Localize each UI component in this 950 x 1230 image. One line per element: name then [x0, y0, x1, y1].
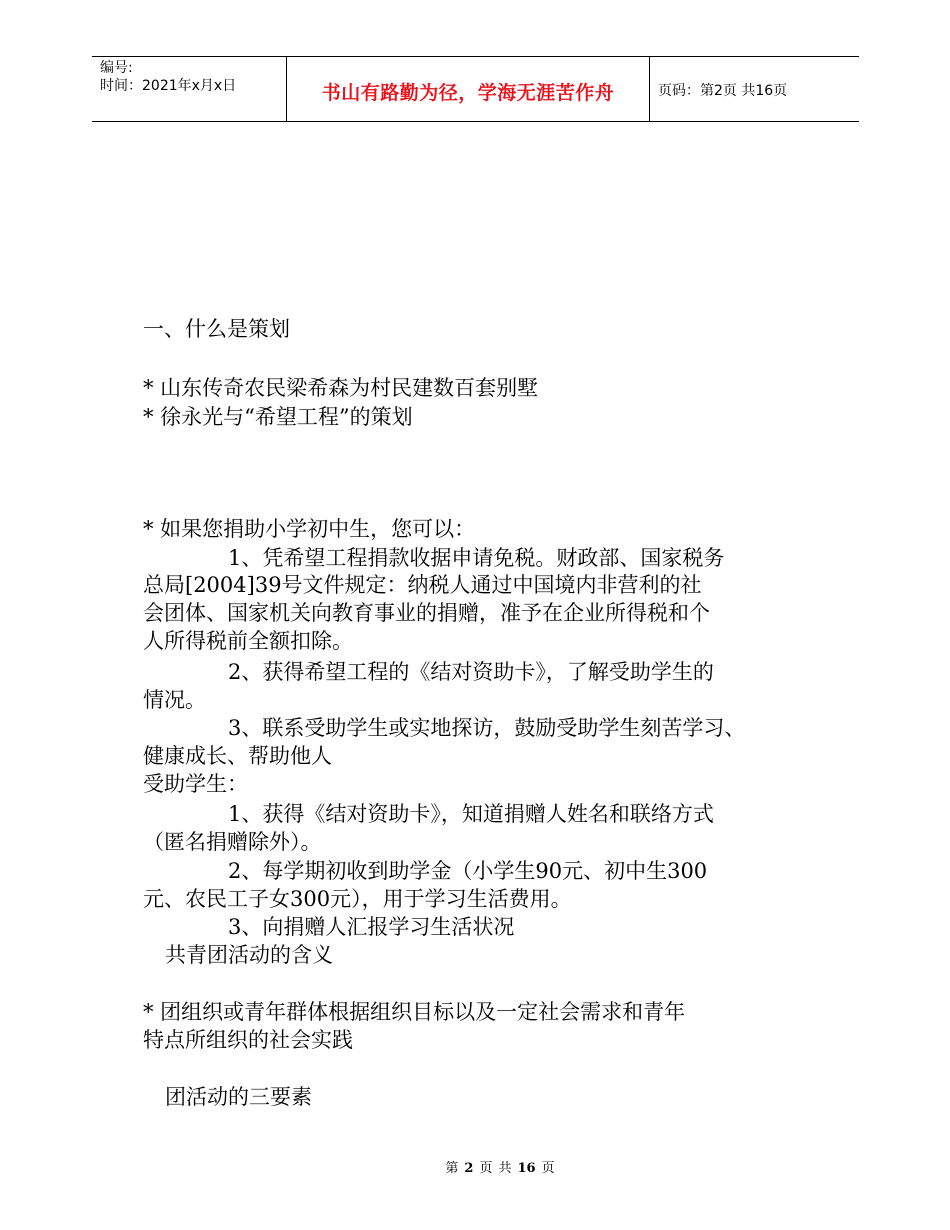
- body-line: 人所得税前全额扣除。: [143, 629, 353, 653]
- body-line: 会团体、国家机关向教育事业的捐赠，准予在企业所得税和个: [143, 601, 710, 625]
- header-bottom-rule: [92, 121, 859, 122]
- body-line: 3、向捐赠人汇报学习生活状况: [228, 915, 515, 939]
- body-line: （匿名捐赠除外）。: [143, 830, 322, 854]
- body-line: 特点所组织的社会实践: [143, 1028, 353, 1052]
- footer-di: 第: [445, 1161, 459, 1176]
- header-page-info: 页码：第2页 共16页: [658, 83, 788, 99]
- section-heading: 一、什么是策划: [143, 317, 290, 341]
- body-line: 元、农民工子女300元），用于学习生活费用。: [143, 887, 572, 911]
- footer-gong: 共: [498, 1161, 512, 1176]
- header-motto: 书山有路勤为径，学海无涯苦作舟: [321, 82, 615, 104]
- body-line: 总局[2004]39号文件规定：纳税人通过中国境内非营利的社: [143, 573, 702, 597]
- footer-total-pages: 16: [517, 1161, 536, 1176]
- bullet-line: * 徐永光与“希望工程”的策划: [143, 405, 413, 429]
- body-line: 2、获得希望工程的《结对资助卡》，了解受助学生的: [228, 660, 714, 684]
- subheading: 团活动的三要素: [165, 1085, 312, 1109]
- footer-ye: 页: [541, 1161, 555, 1176]
- body-line: 3、联系受助学生或实地探访，鼓励受助学生刻苦学习、: [228, 716, 746, 740]
- body-line: 2、每学期初收到助学金（小学生90元、初中生300: [228, 859, 708, 883]
- serial-label: 编号:: [100, 60, 133, 76]
- bullet-line: * 如果您捐助小学初中生，您可以：: [143, 517, 476, 541]
- bullet-line: * 山东传奇农民梁希森为村民建数百套别墅: [143, 376, 539, 400]
- body-line: 情况。: [143, 688, 206, 712]
- page-footer: [0, 1157, 950, 1176]
- time-label: 时间：2021年x月x日: [100, 78, 237, 94]
- body-line: 健康成长、帮助他人: [143, 744, 332, 768]
- header-divider-right: [649, 56, 650, 122]
- header-top-rule: [92, 56, 859, 57]
- footer-ye: 页: [479, 1161, 493, 1176]
- header-left-block: [100, 59, 285, 95]
- bullet-line: * 团组织或青年群体根据组织目标以及一定社会需求和青年: [143, 1000, 686, 1024]
- subheading: 共青团活动的含义: [165, 943, 333, 967]
- body-line: 受助学生：: [143, 772, 248, 796]
- body-line: 1、获得《结对资助卡》，知道捐赠人姓名和联络方式: [228, 802, 714, 826]
- body-line: 1、凭希望工程捐款收据申请免税。财政部、国家税务: [228, 546, 725, 570]
- footer-page-number: 2: [464, 1161, 474, 1176]
